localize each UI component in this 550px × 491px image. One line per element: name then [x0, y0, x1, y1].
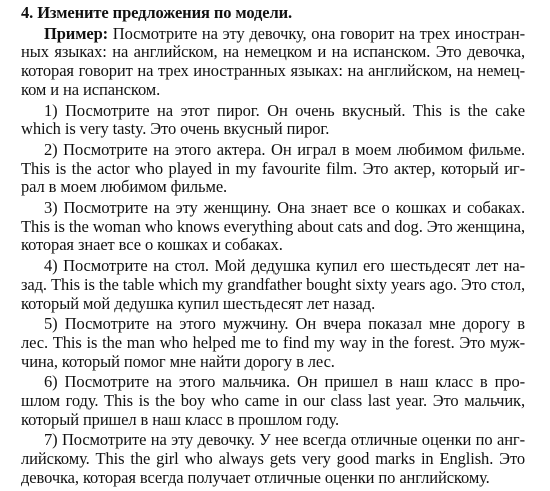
item-6-line-3: который пришел в наш класс в прошлом году.: [21, 409, 340, 429]
example-line-3: которая говорит на трех иностранных языках: на английском, на немец-: [21, 61, 525, 81]
example-label: Пример:: [44, 23, 109, 43]
example-line-1: Пример: Посмотрите на эту девочку, она говорит на трех иностран-: [44, 23, 525, 43]
exercise-heading: 4. Измените предложения по модели.: [21, 3, 293, 22]
item-4-line-3: который мой дедушка купил шестьдесят лет назад.: [21, 293, 376, 313]
example-line-2: ных языках: на английском, на немецком и на испанском. Это девочка,: [21, 42, 525, 62]
item-2-line-2: This is the actor who played in my favourite film. Это актер, который иг-: [21, 158, 525, 178]
item-7-line-2: лийскому. This the girl who always gets very good marks in English. Это: [21, 449, 525, 469]
item-5-line-1: 5) Посмотрите на этого мужчину. Он вчера показал мне дорогу в: [44, 314, 525, 334]
item-5-line-2: лес. This is the man who helped me to find my way in the forest. Это муж-: [21, 332, 525, 352]
item-6-line-1: 6) Посмотрите на этого мальчика. Он пришел в наш класс в про-: [44, 372, 525, 392]
item-5-line-3: чина, который помог мне найти дорогу в лес.: [21, 351, 335, 371]
item-7-line-3: девочка, которая всегда получает отличные оценки по английскому.: [21, 467, 490, 487]
item-7-line-1: 7) Посмотрите на эту девочку. У нее всегда отличные оценки по анг-: [44, 430, 525, 450]
item-4-line-2: зад. This is the table which my grandfather bought sixty years ago. Это стол,: [21, 274, 525, 294]
example-line-4: ком и на испанском.: [21, 79, 161, 99]
item-3-line-1: 3) Посмотрите на эту женщину. Она знает все о кошках и собаках.: [44, 198, 525, 217]
item-4-line-1: 4) Посмотрите на стол. Мой дедушка купил его шестьдесят лет на-: [44, 256, 525, 276]
item-3-line-2: This is the woman who knows everything about cats and dog. Это женщина,: [21, 216, 525, 236]
item-6-line-2: шлом году. This is the boy who came in our class last year. Это мальчик,: [21, 391, 525, 410]
item-2-line-1: 2) Посмотрите на этого актера. Он играл в моем любимом фильме.: [44, 139, 525, 159]
item-1-line-2: which is very tasty. Это очень вкусный пирог.: [21, 119, 330, 139]
item-1-line-1: 1) Посмотрите на этот пирог. Он очень вкусный. This is the cake: [44, 100, 525, 120]
item-2-line-3: рал в моем любимом фильме.: [21, 177, 228, 197]
item-3-line-3: которая знает все о кошках и собаках.: [21, 235, 283, 255]
